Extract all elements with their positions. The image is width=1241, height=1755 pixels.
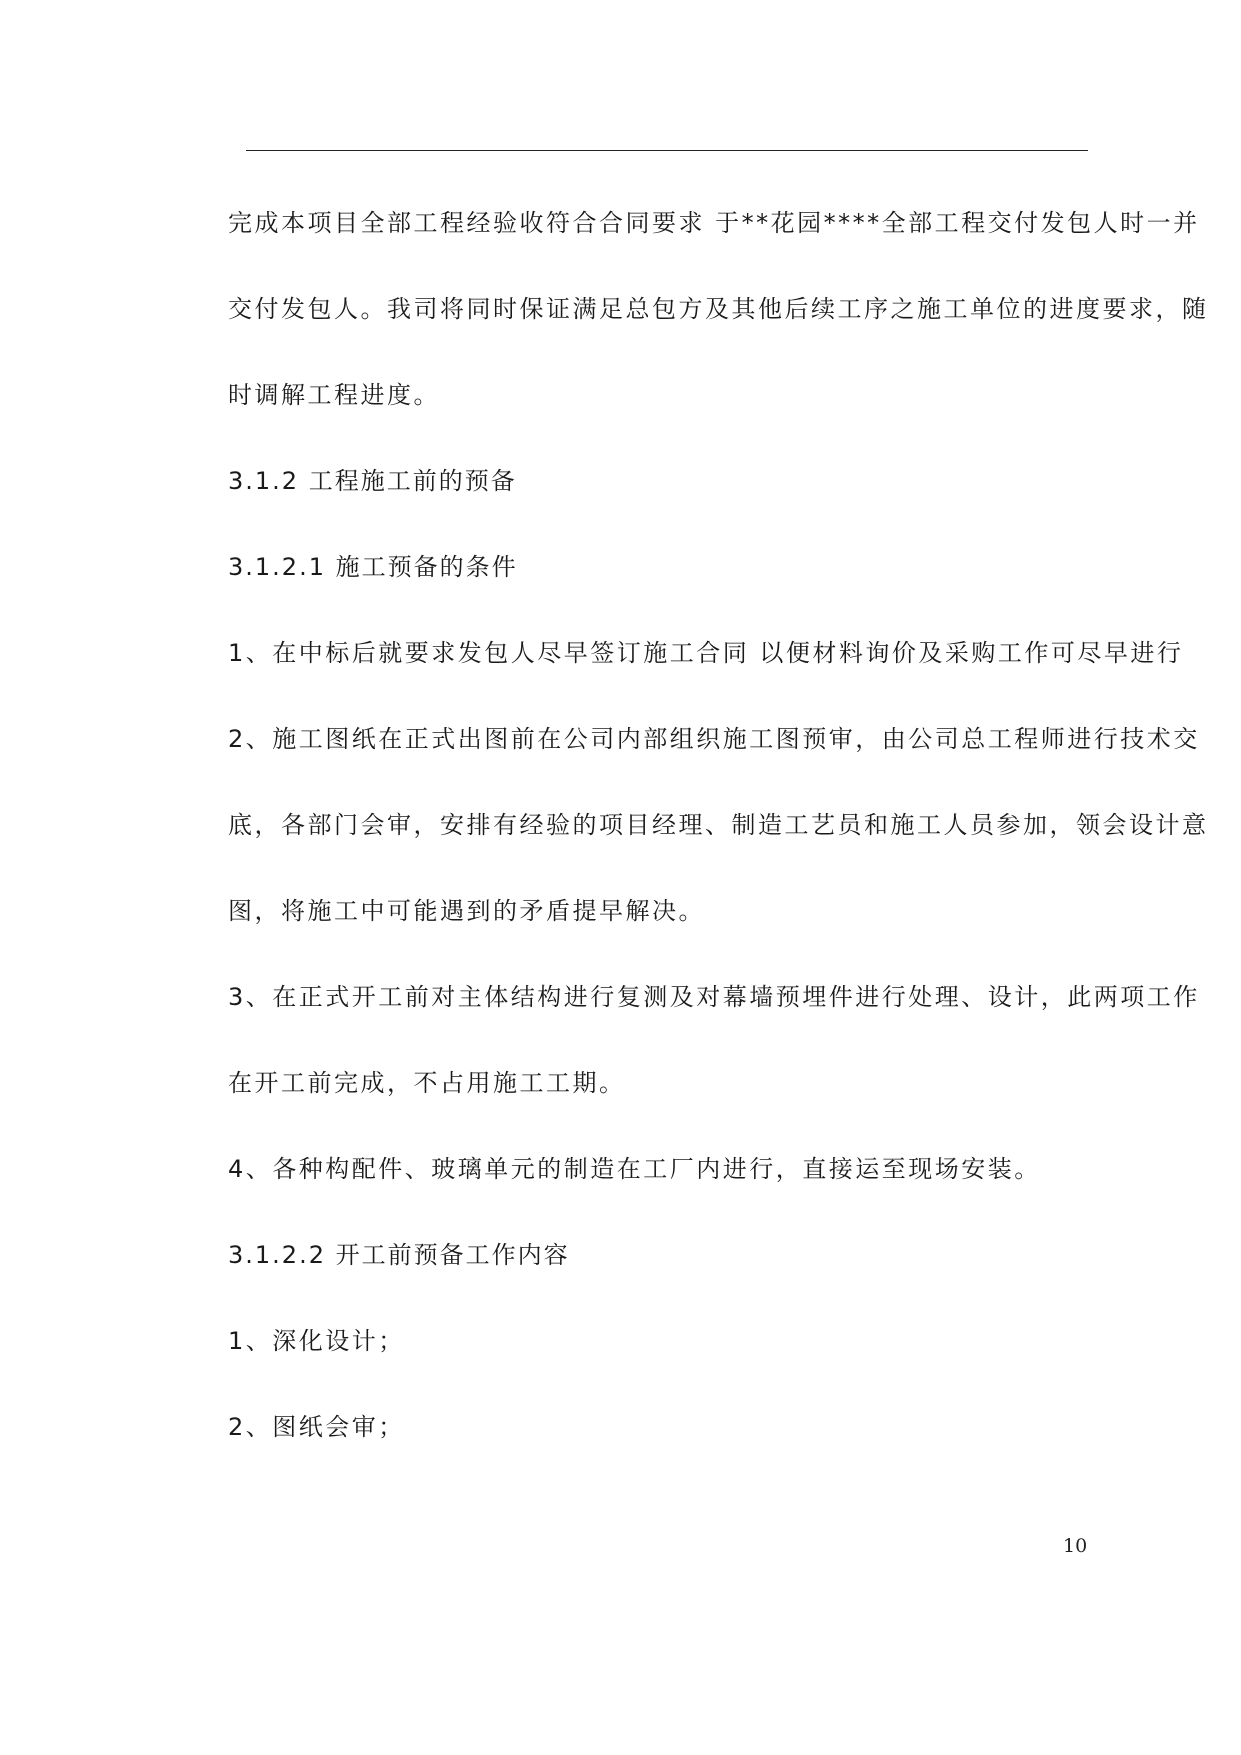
list-item: 3、在正式开工前对主体结构进行复测及对幕墙预埋件进行处理、设计，此两项工作 [228,983,1200,1011]
section-heading-3-1-2: 3.1.2 工程施工前的预备 [228,467,517,495]
paragraph-line: 时调解工程进度。 [228,381,440,409]
list-item: 4、各种构配件、玻璃单元的制造在工厂内进行，直接运至现场安装。 [228,1155,1041,1183]
section-heading-3-1-2-2: 3.1.2.2 开工前预备工作内容 [228,1241,570,1269]
list-item-continuation: 底，各部门会审，安排有经验的项目经理、制造工艺员和施工人员参加，领会设计意 [228,811,1209,839]
list-item: 2、施工图纸在正式出图前在公司内部组织施工图预审，由公司总工程师进行技术交 [228,725,1200,753]
list-item: 2、图纸会审； [228,1413,405,1441]
paragraph-line: 交付发包人。我司将同时保证满足总包方及其他后续工序之施工单位的进度要求，随 [228,295,1209,323]
list-item: 1、深化设计； [228,1327,405,1355]
page-number: 10 [1063,1535,1088,1557]
list-item-continuation: 在开工前完成，不占用施工工期。 [228,1069,626,1097]
header-rule [246,150,1088,151]
section-heading-3-1-2-1: 3.1.2.1 施工预备的条件 [228,553,518,581]
paragraph-line: 完成本项目全部工程经验收符合合同要求 于**花园****全部工程交付发包人时一并 [228,209,1200,237]
list-item-continuation: 图，将施工中可能遇到的矛盾提早解决。 [228,897,705,925]
list-item: 1、在中标后就要求发包人尽早签订施工合同 以便材料询价及采购工作可尽早进行 [228,639,1184,667]
